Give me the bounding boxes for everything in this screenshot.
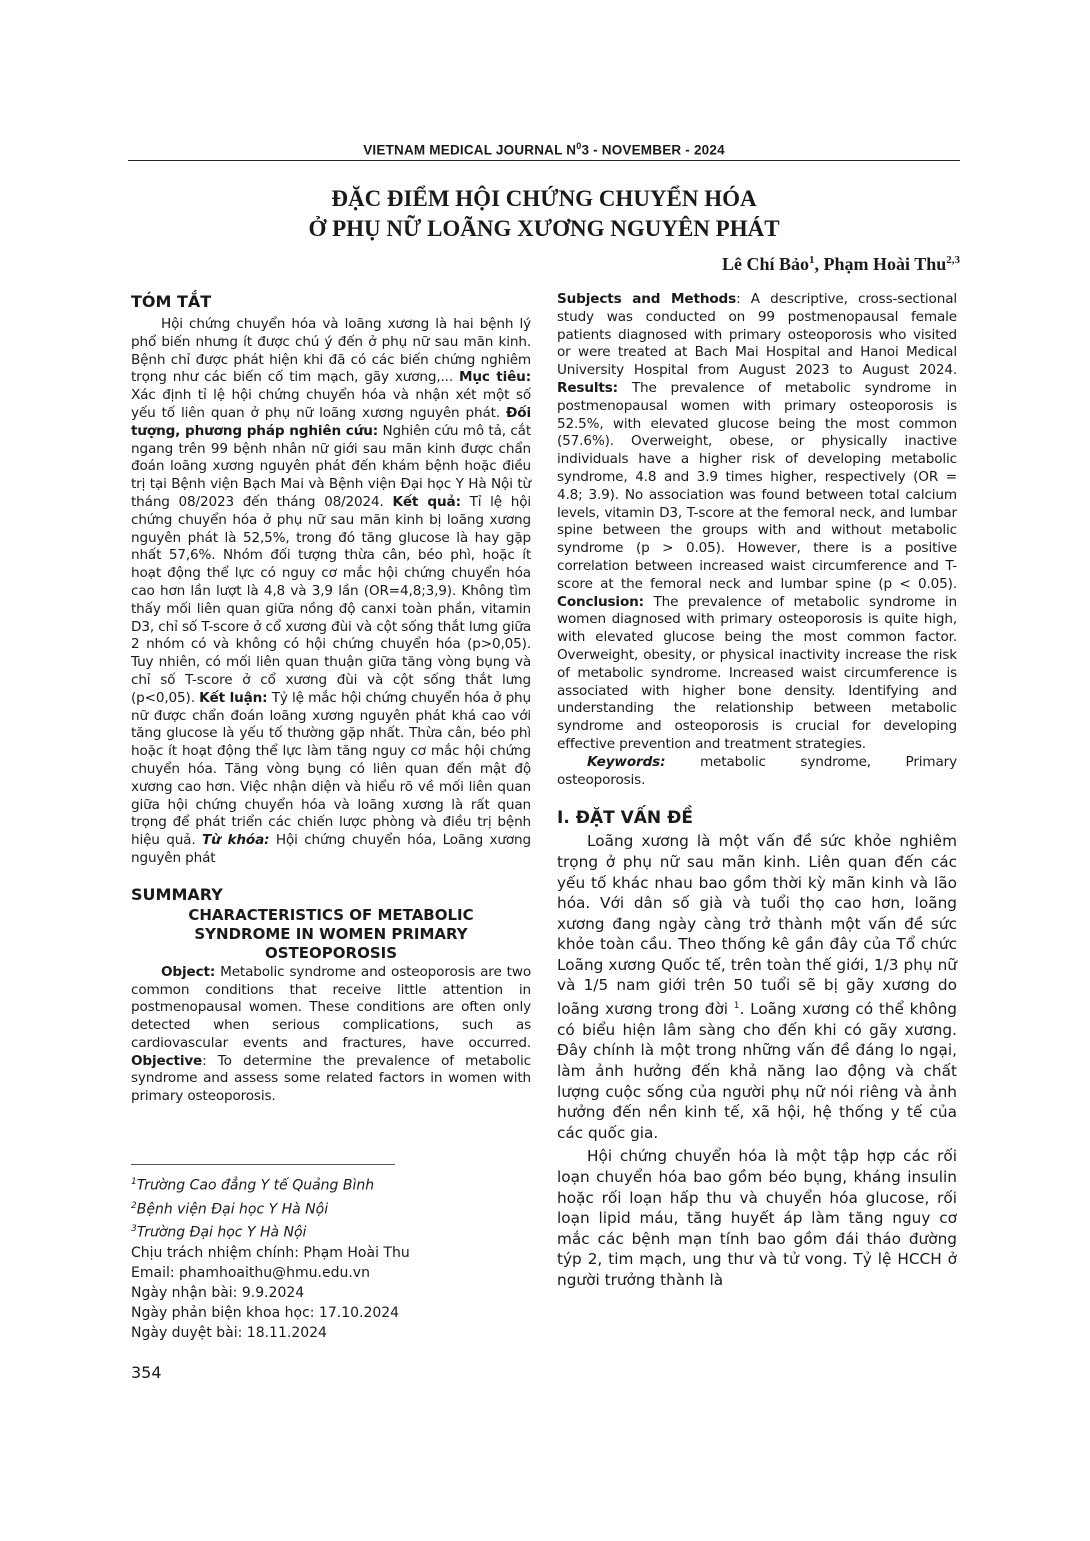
label-ket-qua: Kết quả: <box>392 493 461 510</box>
tom-tat-doi-tuong: Nghiên cứu mô tả, cắt ngang trên 99 bệnh nhân nữ giới sau mãn kinh được chẩn đoán loãng xương nguyên phát đến khám bệnh hoặc điều trị tại Bệnh viện Bạch Mai và Bệnh viện Đại học Y Hà Nội từ tháng 08/2023 đến tháng 08/2024. <box>131 422 532 510</box>
summary-results: The prevalence of metabolic syndrome in postmenopausal women with primary osteoporosis is 52.5%, with elevated glucose being the most common (57.6%). Overweight, obese, or physically inactive individuals have a higher risk of developing metabolic syndrome, 4.8 and 3.9 times higher, respectively (OR = 4.8; 3.9). No association was found between total calcium levels, vitamin D3, T-score at the femoral neck, and lumbar spine between the groups with and without metabolic syndrome (p > 0.05). However, there is a positive correlation between increased waist circumference and T-score at the femoral neck and lumbar spine (p < 0.05). <box>557 379 957 592</box>
summary-keywords <box>557 754 957 790</box>
affiliation-1-mark: 1 <box>131 1177 137 1187</box>
author-2: Phạm Hoài Thu <box>823 254 947 274</box>
date-received: Ngày nhận bài: 9.9.2024 <box>131 1284 305 1301</box>
date-reviewed: Ngày phản biện khoa học: 17.10.2024 <box>131 1304 400 1321</box>
journal-header-post: 3 - NOVEMBER - 2024 <box>581 142 725 158</box>
author-1: Lê Chí Bảo <box>722 254 810 274</box>
date-accepted: Ngày duyệt bài: 18.11.2024 <box>131 1324 327 1341</box>
summary-object: Metabolic syndrome and osteoporosis are two common conditions that receive little attention in postmenopausal women. These conditions are often only detected when serious complications, such as cardiovascular events and fractures, have occurred. <box>131 963 531 1051</box>
summary-subjects-methods: : A descriptive, cross-sectional study was conducted on 99 postmenopausal female patients diagnosed with primary osteoporosis who visited or were treated at Bach Mai Hospital and Hanoi Medical University Hospital from August 2023 to August 2024. <box>557 291 958 379</box>
label-subjects-methods: Subjects and Methods <box>557 291 737 307</box>
author-1-affiliation: 1 <box>809 254 815 266</box>
header-rule <box>128 160 960 161</box>
affiliation-2-text: Bệnh viện Đại học Y Hà Nội <box>136 1201 329 1218</box>
paper-title <box>128 184 960 244</box>
section-1-paragraph-2 <box>557 1146 957 1290</box>
tom-tat-ket-luan: Tỷ lệ mắc hội chứng chuyển hóa ở phụ nữ được chẩn đoán loãng xương nguyên phát khá cao với tăng glucose là yếu tố thường gặp nhất. Thừa cân, béo phì hoặc ít hoạt động thể lực làm tăng nguy cơ mắc hội chứng chuyển hóa. Tăng vòng bụng có liên quan đến mật độ xương cao hơn. Việc nhận diện và hiểu rõ về mối liên quan giữa hội chứng chuyển hóa và loãng xương là rất quan trọng để phát triển các chiến lược phòng và điều trị bệnh hiệu quả. <box>131 689 531 849</box>
right-column <box>557 291 957 1290</box>
label-results: Results: <box>557 379 618 396</box>
label-muc-tieu: Mục tiêu: <box>459 369 531 386</box>
summary-conclusion: The prevalence of metabolic syndrome in women diagnosed with primary osteoporosis is quite high, with elevated glucose being the most common factor. Overweight, obesity, or physical inactivity increase the risk of metabolic syndrome. Increased waist circumference is associated with higher bone density. Identifying and understanding the relationship between metabolic syndrome and osteoporosis is crucial for developing effective prevention and treatment strategies. <box>557 593 957 752</box>
label-object: Object: <box>161 963 216 980</box>
tom-tat-paragraph <box>131 316 531 868</box>
section-1-p1-b: . Loãng xương có thể không có biểu hiện lâm sàng cho đến khi có gãy xương. Đây chính là một trong những vấn đề đáng lo ngại, làm ảnh hưởng đến khả năng lao động và chất lượng cuộc sống của người phụ nữ nói riêng và ảnh hưởng đến nền kinh tế, xã hội, hệ thống y tế của các quốc gia. <box>557 1000 957 1142</box>
summary-paragraph-left <box>131 964 531 1106</box>
label-ket-luan: Kết luận: <box>199 689 268 706</box>
corresponding-author: Chịu trách nhiệm chính: Phạm Hoài Thu <box>131 1244 410 1261</box>
label-tu-khoa: Từ khóa: <box>201 832 270 849</box>
label-keywords: Keywords: <box>587 753 666 770</box>
title-line-1: ĐẶC ĐIỂM HỘI CHỨNG CHUYỂN HÓA <box>331 186 757 211</box>
journal-header-sup: 0 <box>576 141 582 151</box>
author-separator: , <box>814 254 824 274</box>
footnote-rule <box>131 1164 395 1165</box>
affiliation-1 <box>131 1172 531 1196</box>
authors <box>722 254 960 275</box>
summary-heading: SUMMARY <box>131 884 223 904</box>
affiliation-3 <box>131 1219 531 1243</box>
affiliation-2-mark: 2 <box>131 1200 137 1211</box>
summary-objective: : To determine the prevalence of metabolic syndrome and assess some related factors in women with primary osteoporosis. <box>131 1052 531 1105</box>
corresponding-email: Email: phamhoaithu@hmu.edu.vn <box>131 1264 370 1281</box>
affiliation-3-text: Trường Đại học Y Hà Nội <box>136 1224 307 1241</box>
affiliation-3-mark: 3 <box>131 1224 137 1235</box>
page-number: 354 <box>131 1363 162 1382</box>
tom-tat-tu-khoa: Hội chứng chuyển hóa, Loãng xương nguyên phát <box>131 832 531 866</box>
label-doi-tuong: Đối tượng, phương pháp nghiên cứu: <box>131 404 531 439</box>
citation-ref: 1 <box>733 1001 740 1012</box>
label-conclusion: Conclusion: <box>557 593 644 610</box>
affiliation-2 <box>131 1196 531 1220</box>
summary-keywords-text: metabolic syndrome, Primary osteoporosis. <box>557 753 957 788</box>
tom-tat-ket-qua: Tỉ lệ hội chứng chuyển hóa ở phụ nữ sau mãn kinh bị loãng xương nguyên phát là 52,5%, trong đó tăng glucose là hay gặp nhất 57,6%. Nhóm đối tượng thừa cân, béo phì, hoặc ít hoạt động thể lực có nguy cơ mắc hội chứng chuyển hóa cao hơn lần lượt là 4,8 và 3,9 lần (OR=4,8;3,9). Không tìm thấy mối liên quan giữa nồng độ canxi toàn phần, vitamin D3, chỉ số T-score ở cổ xương đùi và cột sống thắt lưng giữa 2 nhóm có và không có hội chứng chuyển hóa (p>0,05). Tuy nhiên, có mối liên quan thuận giữa tăng vòng bụng và chỉ số T-score ở cổ xương đùi và cột sống thắt lưng (p<0,05). <box>131 493 531 706</box>
tom-tat-heading: TÓM TẮT <box>131 292 212 311</box>
tom-tat-abstract <box>131 316 531 868</box>
title-line-2: Ở PHỤ NỮ LOÃNG XƯƠNG NGUYÊN PHÁT <box>308 216 780 241</box>
section-1-p1-a: Loãng xương là một vấn đề sức khỏe nghiêm trọng ở phụ nữ sau mãn kinh. Liên quan đến các yếu tố khác nhau bao gồm thời kỳ mãn kinh và lão hóa. Với dân số già và tuổi thọ cao hơn, loãng xương đang ngày càng trở thành một vấn đề sức khỏe toàn cầu. Theo thống kê gần đây của Tổ chức Loãng xương Quốc tế, trên toàn thế giới, 1/3 phụ nữ và 1/5 nam giới trên 50 tuổi sẽ bị gãy xương do loãng xương trong đời <box>557 832 957 1019</box>
journal-header-pre: VIETNAM MEDICAL JOURNAL N <box>363 142 577 158</box>
affiliation-1-text: Trường Cao đẳng Y tế Quảng Bình <box>136 1177 375 1194</box>
summary-continued <box>557 291 957 789</box>
section-1-body <box>557 831 957 1290</box>
journal-header <box>128 141 960 158</box>
label-objective: Objective <box>131 1052 203 1069</box>
footnotes <box>131 1172 531 1343</box>
section-1-heading: I. ĐẶT VẤN ĐỀ <box>557 808 693 829</box>
author-2-affiliation: 2,3 <box>946 254 960 266</box>
left-column <box>131 292 531 1106</box>
summary-title: CHARACTERISTICS OF METABOLIC SYNDROME IN WOMEN PRIMARY OSTEOPOROSIS <box>188 905 474 962</box>
summary-paragraph-right <box>557 291 957 754</box>
section-1-p2: Hội chứng chuyển hóa là một tập hợp các rối loạn chuyển hóa bao gồm béo bụng, kháng insulin hoặc rối loạn hấp thu và chuyển hóa glucose, rối loạn lipid máu, tăng huyết áp làm tăng nguy cơ mắc các bệnh mạn tính bao gồm đái tháo đường týp 2, tim mạch, ung thư và tử vong. Tỷ lệ HCCH ở người trưởng thành là <box>557 1147 957 1289</box>
section-1-paragraph-1 <box>557 831 957 1143</box>
summary-abstract <box>131 964 531 1106</box>
tom-tat-intro: Hội chứng chuyển hóa và loãng xương là hai bệnh lý phổ biến nhưng ít được chú ý đến ở phụ nữ sau mãn kinh. Bệnh chỉ được phát hiện khi đã có các biến chứng nghiêm trọng như các biến cố tim mạch, gãy xương,... <box>131 316 531 386</box>
tom-tat-muc-tieu: Xác định tỉ lệ hội chứng chuyển hóa và nhận xét một số yếu tố liên quan ở phụ nữ loãng xương nguyên phát. <box>131 387 531 421</box>
